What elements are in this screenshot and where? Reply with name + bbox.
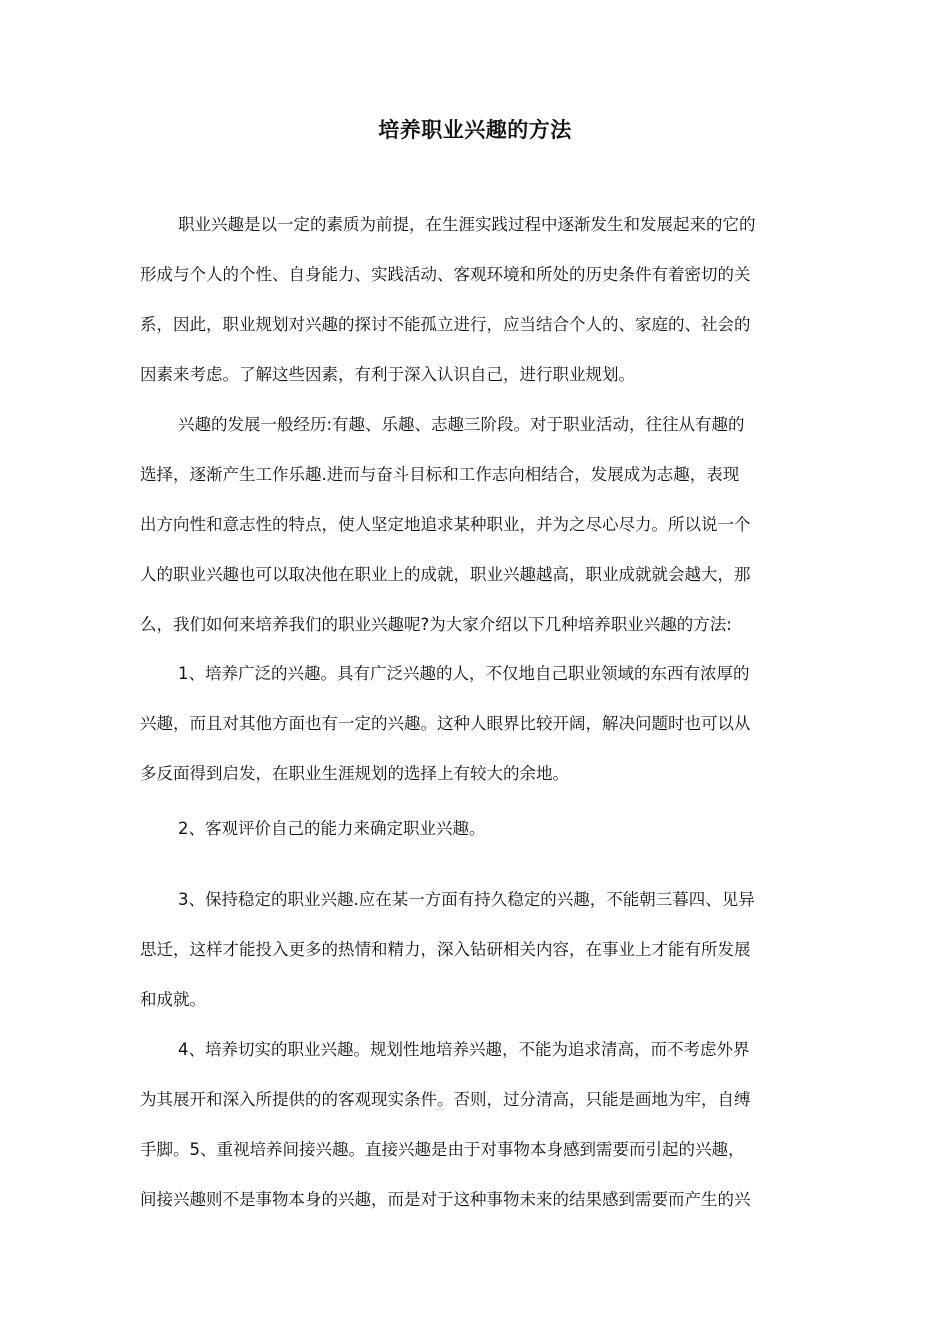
- paragraph-line: 出方向性和意志性的特点，使人坚定地追求某种职业，并为之尽心尽力。所以说一个: [140, 515, 751, 534]
- paragraph-line: 系，因此，职业规划对兴趣的探讨不能孤立进行，应当结合个人的、家庭的、社会的: [140, 315, 751, 334]
- paragraph-line: 为其展开和深入所提供的的客观现实条件。否则，过分清高，只能是画地为牢，自缚: [140, 1090, 751, 1109]
- paragraph-line: 4、培养切实的职业兴趣。规划性地培养兴趣，不能为追求清高，而不考虑外界: [178, 1040, 750, 1059]
- paragraph-line: 人的职业兴趣也可以取决他在职业上的成就，职业兴趣越高，职业成就就会越大，那: [140, 565, 751, 584]
- paragraph-line: 1、培养广泛的兴趣。具有广泛兴趣的人，不仅地自己职业领域的东西有浓厚的: [178, 664, 750, 683]
- paragraph-line: 手脚。5、重视培养间接兴趣。直接兴趣是由于对事物本身感到需要而引起的兴趣，: [140, 1140, 745, 1159]
- paragraph-line: 兴趣，而且对其他方面也有一定的兴趣。这种人眼界比较开阔，解决问题时也可以从: [140, 714, 751, 733]
- paragraph-line: 3、保持稳定的职业兴趣.应在某一方面有持久稳定的兴趣，不能朝三暮四、见异: [178, 890, 755, 909]
- paragraph-line: 思迁，这样才能投入更多的热情和精力，深入钻研相关内容，在事业上才能有所发展: [140, 940, 751, 959]
- paragraph-line: 选择，逐渐产生工作乐趣.进而与奋斗目标和工作志向相结合，发展成为志趣，表现: [140, 465, 740, 484]
- paragraph-line: 兴趣的发展一般经历:有趣、乐趣、志趣三阶段。对于职业活动，往往从有趣的: [178, 415, 745, 434]
- paragraph-line: 多反面得到启发，在职业生涯规划的选择上有较大的余地。: [140, 764, 569, 783]
- paragraph-line: 因素来考虑。了解这些因素，有利于深入认识自己，进行职业规划。: [140, 365, 635, 384]
- paragraph-line: 么，我们如何来培养我们的职业兴趣呢?为大家介绍以下几种培养职业兴趣的方法:: [140, 615, 732, 634]
- paragraph-line: 和成就。: [140, 990, 206, 1009]
- document-title: 培养职业兴趣的方法: [378, 118, 572, 142]
- paragraph-line: 职业兴趣是以一定的素质为前提，在生涯实践过程中逐渐发生和发展起来的它的: [178, 215, 756, 234]
- paragraph-line: 间接兴趣则不是事物本身的兴趣，而是对于这种事物未来的结果感到需要而产生的兴: [140, 1190, 751, 1209]
- paragraph-line: 形成与个人的个性、自身能力、实践活动、客观环境和所处的历史条件有着密切的关: [140, 265, 751, 284]
- paragraph-line: 2、客观评价自己的能力来确定职业兴趣。: [178, 819, 486, 838]
